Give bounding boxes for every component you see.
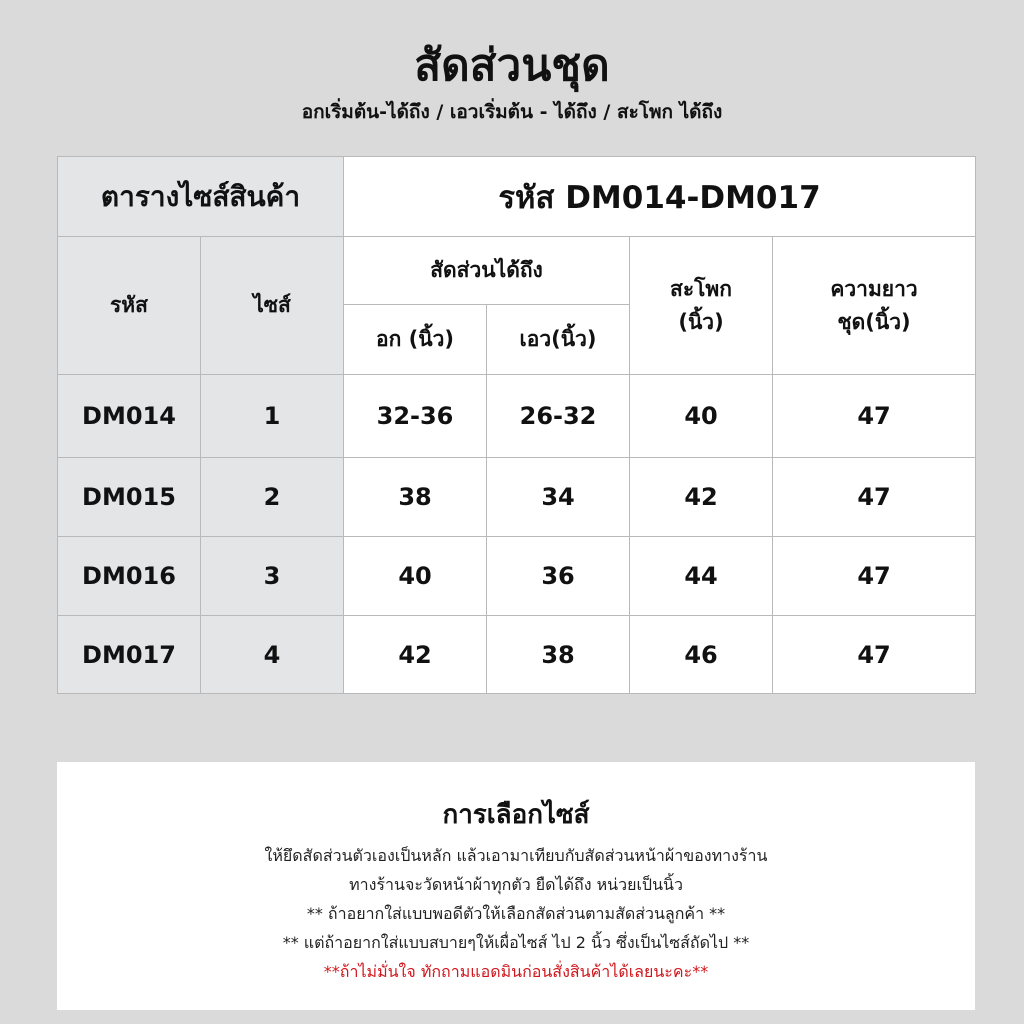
- cell-size: 2: [201, 458, 344, 537]
- cell-size: 3: [201, 537, 344, 616]
- cell-size: 4: [201, 616, 344, 694]
- cell-code: DM016: [58, 537, 201, 616]
- cell-code: DM014: [58, 375, 201, 458]
- column-header-chest: อก (นิ้ว): [344, 305, 487, 375]
- cell-length: 47: [773, 616, 976, 694]
- page-subtitle: อกเริ่มต้น-ได้ถึง / เอวเริ่มต้น - ได้ถึง / สะโพก ได้ถึง: [301, 101, 723, 123]
- table-row: [58, 458, 976, 537]
- cell-length: 47: [773, 537, 976, 616]
- cell-waist: 38: [487, 616, 630, 694]
- page-title: สัดส่วนชุด: [414, 40, 610, 91]
- column-header-stretch-group: สัดส่วนได้ถึง: [344, 237, 630, 305]
- cell-waist: 34: [487, 458, 630, 537]
- cell-chest: 42: [344, 616, 487, 694]
- note-line: ให้ยึดสัดส่วนตัวเองเป็นหลัก แล้วเอามาเทียบกับสัดส่วนหน้าผ้าของทางร้าน: [264, 846, 768, 865]
- cell-hip: 46: [630, 616, 773, 694]
- note-warning: **ถ้าไม่มั่นใจ ทักถามแอดมินก่อนสั่งสินค้าได้เลยนะคะ**: [323, 962, 709, 981]
- column-header-hip: [630, 237, 773, 375]
- cell-waist: 36: [487, 537, 630, 616]
- column-header-length: [773, 237, 976, 375]
- size-chart-table: [57, 156, 976, 694]
- note-line: ** ถ้าอยากใส่แบบพอดีตัวให้เลือกสัดส่วนตามสัดส่วนลูกค้า **: [306, 904, 726, 923]
- cell-chest: 38: [344, 458, 487, 537]
- product-code-heading: รหัส DM014-DM017: [344, 157, 976, 237]
- table-row: [58, 537, 976, 616]
- column-header-code: รหัส: [58, 237, 201, 375]
- cell-hip: 42: [630, 458, 773, 537]
- column-header-waist: เอว(นิ้ว): [487, 305, 630, 375]
- column-header-hip-line2: (นิ้ว): [678, 309, 724, 334]
- cell-chest: 32-36: [344, 375, 487, 458]
- column-header-length-line1: ความยาว: [830, 276, 918, 301]
- note-line: ทางร้านจะวัดหน้าผ้าทุกตัว ยืดได้ถึง หน่วยเป็นนิ้ว: [349, 875, 683, 894]
- cell-length: 47: [773, 458, 976, 537]
- cell-waist: 26-32: [487, 375, 630, 458]
- table-row: [58, 375, 976, 458]
- column-header-length-line2: ชุด(นิ้ว): [837, 309, 911, 334]
- cell-code: DM017: [58, 616, 201, 694]
- column-header-size: ไซส์: [201, 237, 344, 375]
- cell-chest: 40: [344, 537, 487, 616]
- cell-length: 47: [773, 375, 976, 458]
- cell-hip: 44: [630, 537, 773, 616]
- table-row: [58, 616, 976, 694]
- cell-code: DM015: [58, 458, 201, 537]
- cell-size: 1: [201, 375, 344, 458]
- size-selection-notes: [57, 762, 975, 1010]
- size-chart-heading: ตารางไซส์สินค้า: [58, 157, 344, 237]
- notes-title: การเลือกไซส์: [442, 800, 590, 830]
- column-header-hip-line1: สะโพก: [670, 276, 732, 301]
- cell-hip: 40: [630, 375, 773, 458]
- note-line: ** แต่ถ้าอยากใส่แบบสบายๆให้เผื่อไซส์ ไป 2 นิ้ว ซึ่งเป็นไซส์ถัดไป **: [282, 933, 750, 952]
